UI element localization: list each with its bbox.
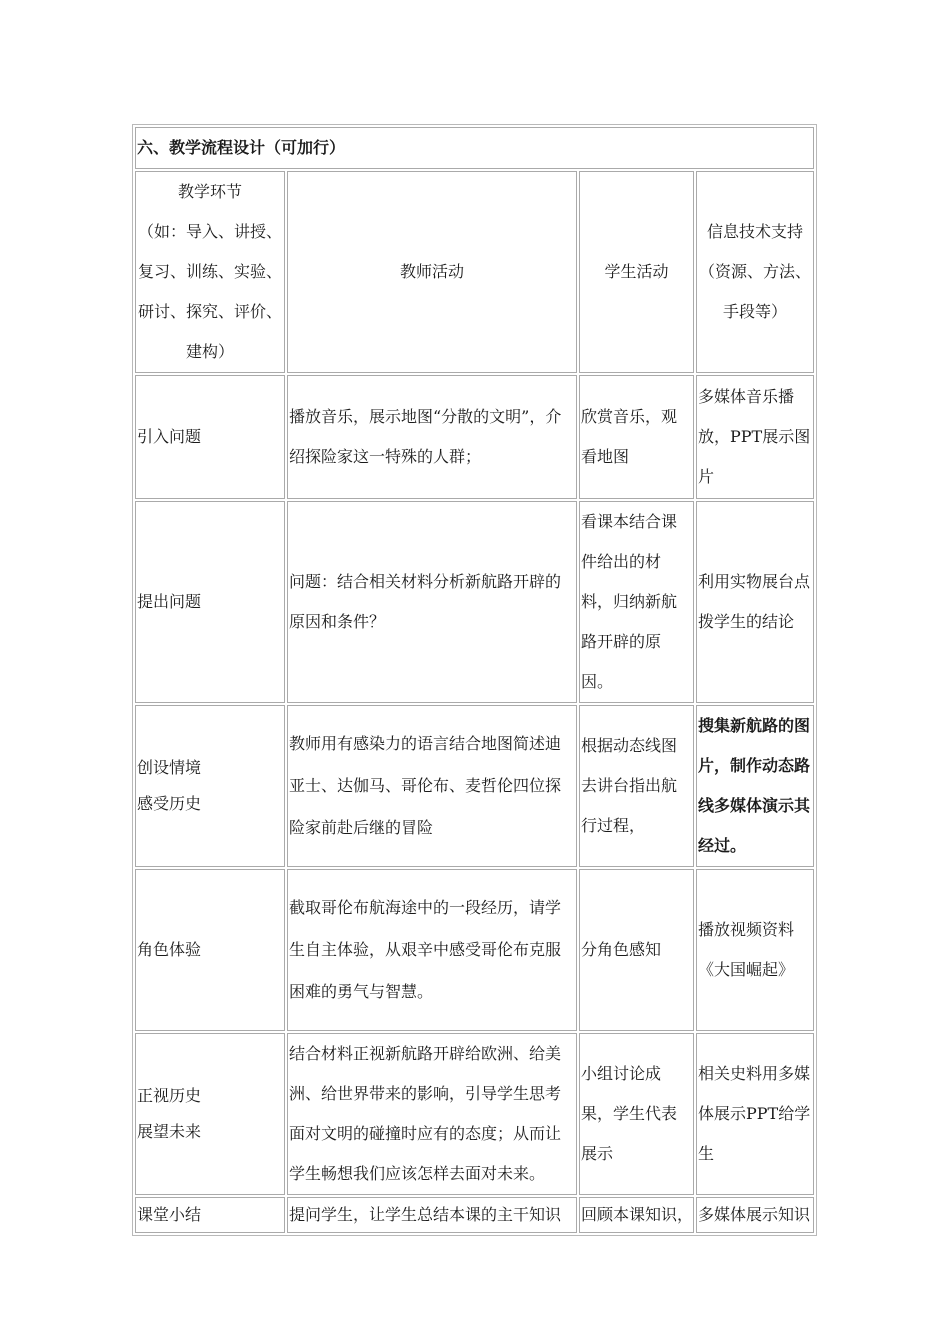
header-stage-line: 教学环节 (177, 182, 242, 201)
stage-cell (135, 1033, 285, 1195)
table-row (135, 375, 814, 499)
header-stage-line: 复习、训练、实验、 (137, 262, 282, 281)
table-row (135, 705, 814, 867)
stage-line: 提出问题 (137, 592, 202, 611)
stage-line: 展望未来 (137, 1122, 202, 1141)
stage-line: 感受历史 (137, 794, 202, 813)
header-stage-line: （如：导入、讲授、 (137, 222, 282, 241)
teacher-activity-cell: 截取哥伦布航海途中的一段经历，请学生自主体验，从艰辛中感受哥伦布克服困难的勇气与智慧。 (287, 869, 577, 1031)
table-row (135, 1197, 814, 1233)
student-activity-cell: 分角色感知 (579, 869, 694, 1031)
stage-cell (135, 1197, 285, 1233)
it-support-cell: 搜集新航路的图片，制作动态路线多媒体演示其经过。 (696, 705, 814, 867)
header-it-line: 手段等） (723, 302, 788, 321)
header-it-support (696, 171, 814, 373)
it-support-cell: 相关史料用多媒体展示PPT给学生 (696, 1033, 814, 1195)
it-support-cell: 多媒体音乐播放，PPT展示图片 (696, 375, 814, 499)
student-activity-cell: 欣赏音乐，观看地图 (579, 375, 694, 499)
it-support-cell: 利用实物展台点拨学生的结论 (696, 501, 814, 703)
header-teacher: 教师活动 (287, 171, 577, 373)
teacher-activity-cell: 教师用有感染力的语言结合地图简述迪亚士、达伽马、哥伦布、麦哲伦四位探险家前赴后继的冒险 (287, 705, 577, 867)
stage-line: 正视历史 (137, 1086, 202, 1105)
teaching-flow-table (132, 124, 817, 1236)
header-stage (135, 171, 285, 373)
stage-cell (135, 375, 285, 499)
header-stage-line: 研讨、探究、评价、 (137, 302, 282, 321)
table-row (135, 869, 814, 1031)
stage-cell (135, 501, 285, 703)
stage-line: 创设情境 (137, 758, 202, 777)
stage-line: 课堂小结 (137, 1205, 202, 1224)
student-activity-cell: 根据动态线图去讲台指出航行过程， (579, 705, 694, 867)
section-title: 六、教学流程设计（可加行） (135, 127, 814, 169)
student-activity-cell: 回顾本课知识， (579, 1197, 694, 1233)
table-title-row (135, 127, 814, 169)
teacher-activity-cell: 提问学生，让学生总结本课的主干知识 (287, 1197, 577, 1233)
stage-line: 引入问题 (137, 427, 202, 446)
stage-cell (135, 869, 285, 1031)
it-support-cell: 多媒体展示知识 (696, 1197, 814, 1233)
student-activity-cell: 看课本结合课件给出的材料，归纳新航路开辟的原因。 (579, 501, 694, 703)
header-it-line: 信息技术支持 (707, 222, 804, 241)
header-student: 学生活动 (579, 171, 694, 373)
header-stage-line: 建构） (185, 342, 234, 361)
header-it-line: （资源、方法、 (699, 262, 812, 281)
table-row (135, 1033, 814, 1195)
it-support-cell: 播放视频资料《大国崛起》 (696, 869, 814, 1031)
teacher-activity-cell: 播放音乐，展示地图“分散的文明”，介绍探险家这一特殊的人群； (287, 375, 577, 499)
student-activity-cell: 小组讨论成果，学生代表展示 (579, 1033, 694, 1195)
table-header-row (135, 171, 814, 373)
teacher-activity-cell: 结合材料正视新航路开辟给欧洲、给美洲、给世界带来的影响，引导学生思考面对文明的碰撞时应有的态度；从而让学生畅想我们应该怎样去面对未来。 (287, 1033, 577, 1195)
table-row (135, 501, 814, 703)
stage-line: 角色体验 (137, 940, 202, 959)
stage-cell (135, 705, 285, 867)
teacher-activity-cell: 问题：结合相关材料分析新航路开辟的原因和条件？ (287, 501, 577, 703)
